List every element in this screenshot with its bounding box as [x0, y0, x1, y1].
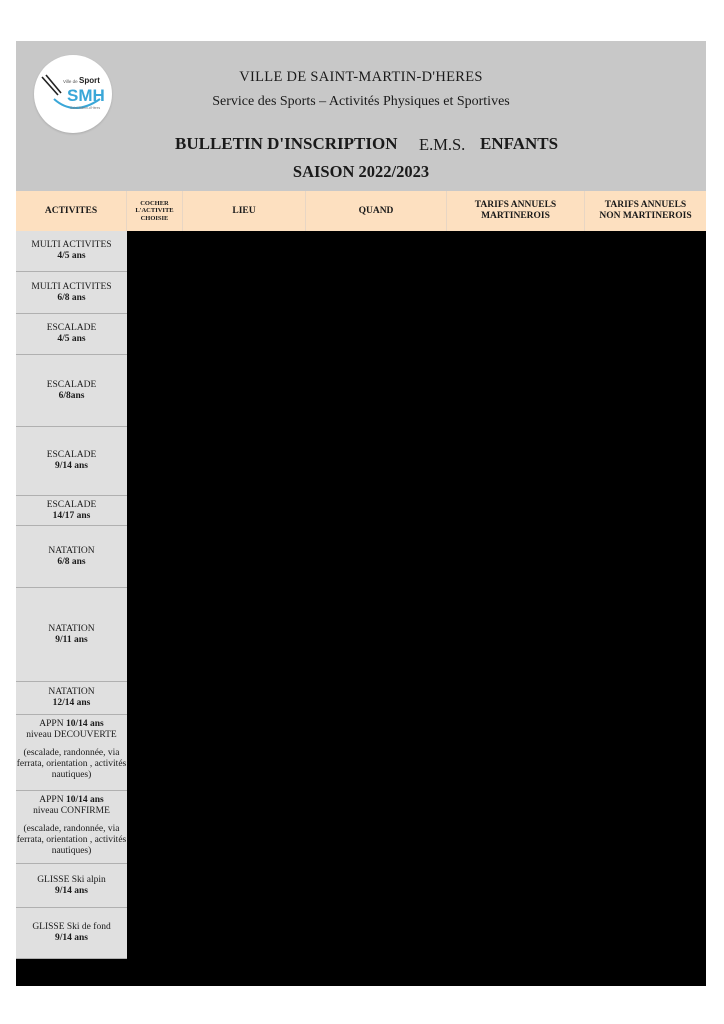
- activity-age: 9/14 ans: [55, 885, 88, 896]
- activity-description: (escalade, randonnée, via ferrata, orientation , activités nautiques): [16, 748, 127, 780]
- activity-name: NATATION: [48, 623, 95, 634]
- svg-text:SMH: SMH: [67, 86, 105, 105]
- activity-name: NATATION: [48, 545, 95, 556]
- activity-row: [16, 715, 127, 791]
- activity-age: 6/8 ans: [57, 292, 86, 303]
- form-header: [16, 41, 706, 191]
- activity-name: APPN: [39, 719, 64, 729]
- activity-age: 6/8 ans: [57, 556, 86, 567]
- activity-name: APPN: [39, 795, 64, 805]
- service-name: Service des Sports – Activités Physiques et Sportives: [212, 94, 510, 109]
- activity-row: [16, 355, 127, 427]
- activity-row: [16, 272, 127, 314]
- activity-age: 9/14 ans: [55, 933, 88, 943]
- city-name: VILLE DE SAINT-MARTIN-D'HERES: [239, 69, 483, 85]
- activity-age: 6/8ans: [58, 390, 85, 401]
- activity-row: [16, 314, 127, 355]
- activity-age: 9/14 ans: [55, 461, 88, 471]
- column-header-tarifs-martinerois: TARIFS ANNUELS MARTINEROIS: [447, 191, 585, 231]
- activity-row: [16, 864, 127, 908]
- activity-level: niveau DECOUVERTE: [26, 730, 117, 740]
- activity-name: ESCALADE: [46, 379, 97, 390]
- activity-row: [16, 908, 127, 959]
- ems-label: E.M.S.: [419, 135, 466, 154]
- activity-name: MULTI ACTIVITES: [31, 240, 112, 250]
- form-title: BULLETIN D'INSCRIPTION: [175, 134, 398, 153]
- activity-age: 14/17 ans: [52, 510, 91, 521]
- activity-name: GLISSE Ski alpin: [37, 874, 106, 885]
- column-header-cocher: COCHER L'ACTIVITE CHOISIE: [127, 191, 183, 231]
- registration-form: [16, 41, 706, 986]
- activity-name: ESCALADE: [46, 450, 97, 460]
- column-header-lieu: LIEU: [183, 191, 306, 231]
- activity-name: ESCALADE: [46, 499, 97, 510]
- column-header-activites: ACTIVITES: [16, 191, 127, 231]
- activity-level: niveau CONFIRME: [33, 806, 110, 816]
- svg-text:Saint-Martin-d'Hères: Saint-Martin-d'Hères: [70, 106, 101, 110]
- activity-age: 9/11 ans: [55, 634, 88, 645]
- activity-row: [16, 496, 127, 526]
- activity-row: [16, 588, 127, 682]
- svg-text:Sport: Sport: [79, 76, 100, 85]
- activity-row: [16, 682, 127, 715]
- activity-row: [16, 791, 127, 864]
- activity-row: [16, 231, 127, 272]
- activity-name: ESCALADE: [46, 323, 97, 333]
- activity-age: 10/14 ans: [65, 719, 104, 729]
- activity-age: 4/5 ans: [57, 251, 86, 261]
- activity-row: [16, 526, 127, 588]
- activity-name: NATATION: [48, 687, 95, 697]
- activity-age: 12/14 ans: [52, 698, 91, 708]
- column-header-tarifs-non-martinerois: TARIFS ANNUELS NON MARTINEROIS: [585, 191, 706, 231]
- season-label: SAISON 2022/2023: [292, 162, 430, 181]
- svg-text:Ville de: Ville de: [63, 79, 78, 84]
- activity-row: [16, 427, 127, 496]
- enfants-label: ENFANTS: [480, 134, 559, 153]
- activity-age: 10/14 ans: [65, 795, 104, 805]
- activity-name: MULTI ACTIVITES: [31, 281, 112, 292]
- activity-description: (escalade, randonnée, via ferrata, orientation , activités nautiques): [16, 824, 127, 856]
- activity-name: GLISSE Ski de fond: [32, 922, 111, 932]
- column-header-quand: QUAND: [306, 191, 447, 231]
- activity-age: 4/5 ans: [57, 334, 86, 344]
